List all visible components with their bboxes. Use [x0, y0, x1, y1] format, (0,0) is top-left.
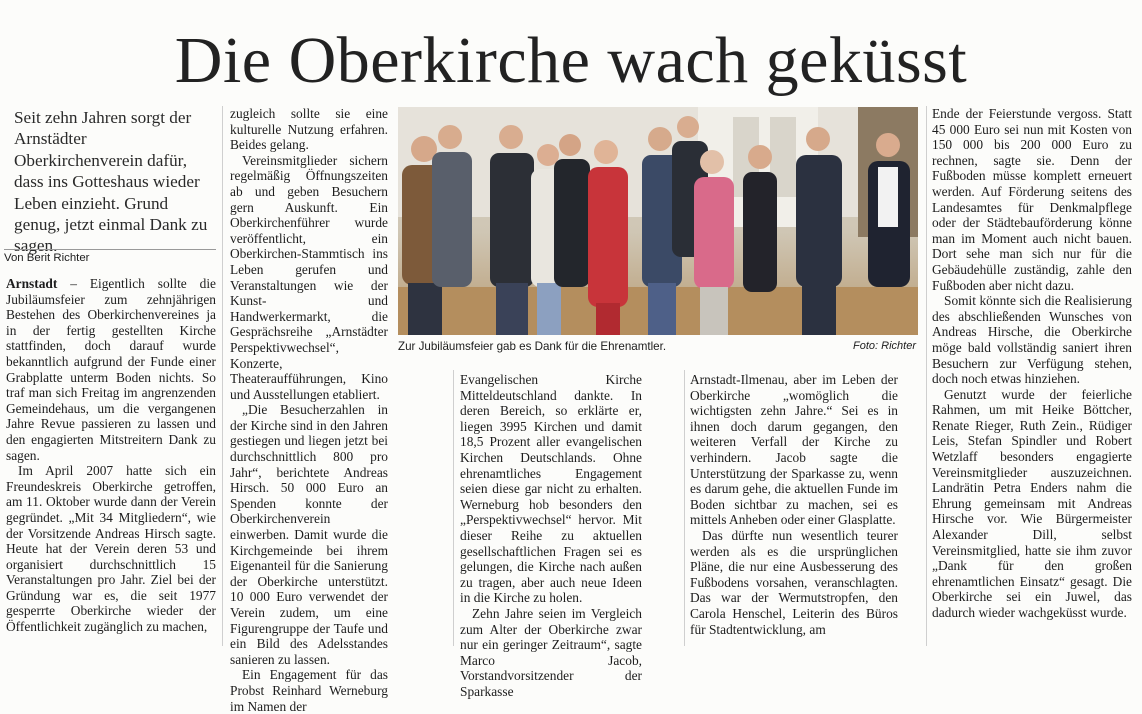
- photo-caption: [398, 340, 918, 353]
- teaser: Seit zehn Jahren sorgt der Arnstädter Oberkirchenverein dafür, dass ins Gotteshaus wieder Leben einzieht. Grund genug, jetzt einmal Dank zu sagen.: [14, 108, 208, 256]
- paragraph: [6, 276, 216, 463]
- paragraph: Das dürfte nun wesentlich teurer werden als es die ursprünglichen Pläne, die nur eine Ausbesserung des Fußbodens vorsahen, veranschlagten. Das war der Wermutstropfen, den Carola Henschel, Leiterin des Büros für Stadtentwicklung, am: [690, 527, 898, 637]
- column-2: [230, 106, 388, 714]
- column-divider: [222, 106, 223, 646]
- paragraph: Ende der Feierstunde vergoss. Statt 45 000 Euro sei nun mit Kosten von 150 000 bis 200 000 Euro zu rechnen, sagte sie. Denn der Fußboden müsse komplett erneuert werden. Auf Förderung seitens des Landesamtes für Denkmalpflege oder der Städtebauförderung könne man im Moment auch nicht bauen. Dort sehe man sich nur für die Gebäudehülle zuständig, zahle den Fußboden aber nicht dazu.: [932, 106, 1132, 293]
- paragraph: Zehn Jahre seien im Vergleich zum Alter der Oberkirche zwar nur ein geringer Zeitraum“, sagte Marco Jacob, Vorstandvorsitzender der Sparkasse: [460, 605, 642, 699]
- paragraph: Genutzt wurde der feierliche Rahmen, um mit Heike Böttcher, Renate Rieger, Ruth Zein., Rüdiger Leis, Stefan Spindler und Robert Wetzlaff besonders engagierte Vereinsmitglieder auszuzeichnen. Landrätin Petra Enders nahm die Ehrung gemeinsam mit Andreas Hirsche vor. Wie Bürgermeister Alexander Dill, selbst Vereinsmitglied, hatte sie ihm zuvor „Dank für den großen ehrenamtlichen Einsatz“ gesagt. Die Oberkirche sei ein Juwel, das dadurch wieder wachgeküsst wurde.: [932, 386, 1132, 620]
- headline: Die Oberkirche wach geküsst: [174, 24, 968, 97]
- paragraph: Im April 2007 hatte sich ein Freundeskreis Oberkirche getroffen, am 11. Oktober wurde dann der Verein gegründet. „Mit 34 Mitgliedern“, wie der Vorsitzende Andreas Hirsch sagte. Heute hat der Verein deren 53 und organisiert durchschnittlich 15 Veranstaltungen pro Jahr. Ziel bei der Gründung war es, die seit 1977 gesperrte Oberkirche wieder der Öffentlichkeit zugänglich zu machen,: [6, 463, 216, 635]
- dateline: Arnstadt: [6, 276, 58, 291]
- photo-credit: Foto: Richter: [853, 340, 916, 352]
- paragraph: zugleich sollte sie eine kulturelle Nutzung erfahren. Beides gelang.: [230, 106, 388, 153]
- paragraph: „Die Besucherzahlen in der Kirche sind in den Jahren gestiegen und liegen jetzt bei durchschnittlich 800 pro Jahr“, berichtete Andreas Hirsch. 50 000 Euro an Spenden konnte der Oberkirchenverein einwerben. Damit wurde die Kirchgemeinde bei ihrem Eigenanteil für die Sanierung der Oberkirche unterstützt. 10 000 Euro verwendet der Verein zudem, um eine Figurengruppe der Taufe und ein Bild des Adelsstandes sanieren zu lassen.: [230, 402, 388, 667]
- paragraph: Ein Engagement für das Probst Reinhard Werneburg im Namen der: [230, 667, 388, 714]
- column-divider: [926, 106, 927, 646]
- byline: Von Berit Richter: [4, 249, 216, 264]
- column-4: [690, 372, 898, 637]
- paragraph: Arnstadt-Ilmenau, aber im Leben der Oberkirche „womöglich die wichtigsten zehn Jahre.“ Sei es in ihnen doch darum gegangen, den weiteren Verfall der Kirche zu verhindern. Jacob sagte die Unterstützung der Sparkasse zu, wenn es darum gehe, die aktuellen Funde im Boden sichtbar zu machen, sei es mittels Anheben oder einer Glasplatte.: [690, 372, 898, 528]
- column-1: [6, 276, 216, 635]
- column-divider: [684, 370, 685, 646]
- paragraph: Evangelischen Kirche Mitteldeutschland dankte. In deren Bereich, so erklärte er, liegen 3995 Kirchen und damit 18,5 Prozent aller evangelischen Kirchen Deutschlands. Ohne ehrenamtliches Engagement seien diese gar nicht zu erhalten. Werneburg hob besonders den „Perspektivwechsel“ hervor. Mit dieser Reihe zu aktuellen gesellschaftlichen Fragen sei es gelungen, die Kirche nach außen zu tragen, aber auch neue Ideen in die Kirche zu holen.: [460, 372, 642, 606]
- caption-text: Zur Jubiläumsfeier gab es Dank für die Ehrenamtler.: [398, 340, 667, 353]
- column-divider: [453, 370, 454, 646]
- group-photo-image: [398, 107, 918, 335]
- group-photo: [398, 107, 918, 335]
- paragraph-text: – Eigentlich sollte die Jubiläumsfeier zum zehnjährigen Bestehen des Oberkirchenvereines ja in der fertig gestellten Kirche stattfinden, doch darauf wurde bekanntlich aufgrund der Funde einer Grabplatte unterm Boden nichts. So traf man sich Freitag im angrenzenden Gemeindehaus, um die vergangenen Jahre Revue passieren zu lassen und den engagierten Mitstreitern Dank zu sagen.: [6, 276, 216, 463]
- paragraph: Vereinsmitglieder sichern regelmäßig Öffnungszeiten ab und geben Besuchern gern Auskunft. Ein Oberkirchenführer wurde veröffentlicht, ein Oberkirchen-Stammtisch ins Leben gerufen und Veranstaltungen wie der Kunst- und Handwerkermarkt, die Gesprächsreihe „Arnstädter Perspektivwechsel“, Konzerte, Theateraufführungen, Kino und Ausstellungen etabliert.: [230, 152, 388, 402]
- paragraph: Somit könnte sich die Realisierung des abschließenden Wunsches von Andreas Hirsche, die Oberkirche möge bald vollständig saniert ihren Besuchern zur Verfügung stehen, doch noch etwas hinziehen.: [932, 293, 1132, 387]
- column-5: [932, 106, 1132, 621]
- column-3: [460, 372, 642, 699]
